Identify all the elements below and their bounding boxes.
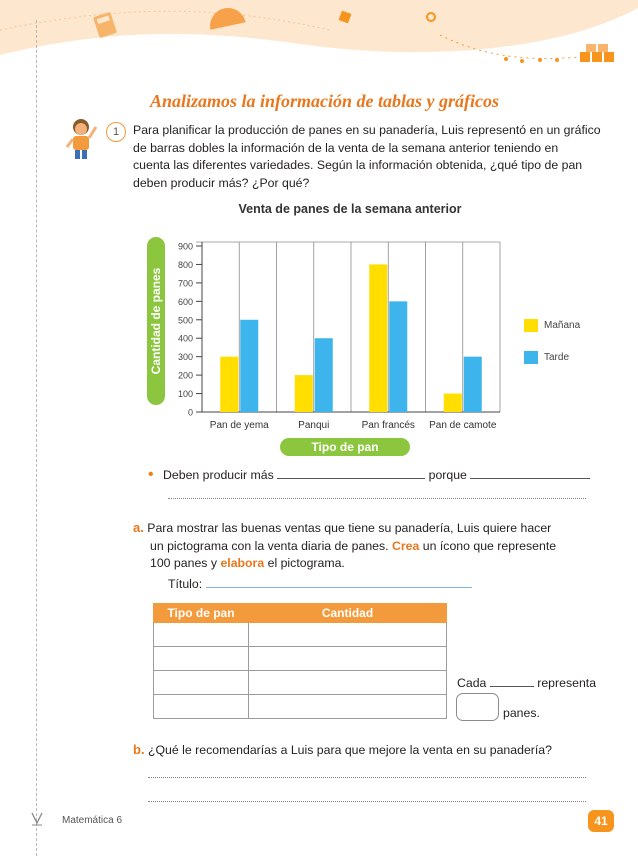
question-text [133, 122, 603, 192]
bar-manana [444, 394, 462, 412]
boy-illustration [64, 117, 98, 161]
table-cell[interactable] [249, 695, 447, 719]
answer-line-1 [148, 466, 590, 485]
part-b-question: ¿Qué le recomendarías a Luis para que mejore la venta en su panadería? [147, 743, 552, 757]
question-number: 1 [106, 122, 126, 142]
panes-label: panes. [503, 706, 540, 720]
part-a-line3-pre: 100 panes y [150, 556, 218, 570]
part-a-line3-bold: elabora [220, 556, 265, 570]
part-a-line2-bold: Crea [392, 538, 420, 553]
y-tick-label: 300 [177, 352, 193, 363]
bar-manana [220, 357, 238, 412]
footer-book-title: Matemática 6 [62, 815, 123, 826]
y-tick-label: 200 [177, 370, 193, 381]
y-tick-label: 700 [177, 278, 193, 289]
bar-tarde [240, 320, 258, 412]
table-cell[interactable] [154, 647, 249, 671]
bullet-icon: • [148, 466, 154, 483]
x-axis-label: Tipo de pan [280, 438, 410, 456]
title-field [168, 576, 472, 594]
y-tick-label: 600 [177, 296, 193, 307]
y-tick-label: 0 [187, 407, 193, 418]
table-row [154, 647, 447, 671]
bar-manana [295, 375, 313, 412]
bar-tarde [464, 357, 482, 412]
table-cell[interactable] [249, 647, 447, 671]
cada-line [457, 675, 596, 693]
icon-box[interactable] [456, 693, 499, 721]
legend-swatch-manana [524, 319, 538, 332]
page-title: Analizamos la información de tablas y gráficos [150, 91, 500, 111]
table-row [154, 623, 447, 647]
legend-swatch-tarde [524, 351, 538, 364]
table-cell[interactable] [154, 695, 249, 719]
table-row [154, 671, 447, 695]
y-tick-label: 400 [177, 333, 193, 344]
question-line: cuenta las diferentes variedades. Según la información obtenida, ¿qué tipo de pan [133, 158, 583, 172]
bar-tarde [389, 301, 407, 412]
cada-post: representa [537, 676, 597, 690]
margin-line [36, 20, 37, 856]
title-blank[interactable] [206, 587, 472, 588]
pictogram-table [153, 603, 447, 719]
legend-label-manana: Mañana [544, 320, 581, 331]
table-cell[interactable] [154, 623, 249, 647]
table-cell[interactable] [154, 671, 249, 695]
title-label: Título: [168, 577, 203, 591]
header-decoration [0, 0, 638, 80]
legend-label-tarde: Tarde [544, 352, 570, 363]
question-line: de barras dobles la información de la venta de la semana anterior teniendo en [133, 140, 559, 155]
page-number: 41 [588, 810, 614, 832]
x-tick-label: Pan de camote [429, 420, 497, 431]
bar-tarde [315, 338, 333, 412]
table-header-tipo: Tipo de pan [154, 604, 249, 623]
answer-text-2: porque [428, 468, 467, 482]
answer-blank-1[interactable] [277, 478, 425, 479]
part-a-line3-rest: el pictograma. [267, 556, 345, 570]
cada-blank[interactable] [490, 686, 534, 687]
part-a-text [133, 519, 593, 573]
part-a-line2-rest: un ícono que represente [422, 538, 557, 553]
x-tick-label: Pan de yema [209, 420, 269, 431]
y-tick-label: 100 [177, 389, 193, 400]
y-tick-label: 900 [177, 241, 193, 252]
y-tick-label: 500 [177, 315, 193, 326]
part-a-line1: Para mostrar las buenas ventas que tiene su panadería, Luis quiere hacer [147, 521, 552, 535]
bar-manana [369, 264, 387, 412]
answer-writing-line[interactable] [168, 498, 586, 499]
y-tick-label: 800 [177, 259, 193, 270]
y-axis-label: Cantidad de panes [149, 267, 163, 375]
table-cell[interactable] [249, 623, 447, 647]
x-tick-label: Panqui [298, 420, 330, 431]
chart-title: Venta de panes de la semana anterior [238, 202, 462, 216]
blocks-icon [580, 44, 614, 62]
question-line: Para planificar la producción de panes en su panadería, Luis representó en un gráfico [133, 123, 601, 137]
answer-blank-2[interactable] [470, 478, 590, 479]
answer-text-1: Deben producir más [163, 468, 274, 482]
part-a-letter: a. [133, 520, 144, 535]
bar-chart [160, 228, 510, 438]
x-tick-label: Pan francés [361, 420, 415, 431]
part-b-text [133, 741, 552, 760]
part-b-letter: b. [133, 742, 145, 757]
cada-pre: Cada [457, 676, 487, 690]
table-header-cantidad: Cantidad [249, 604, 447, 623]
answer-writing-line[interactable] [148, 777, 586, 778]
part-a-line2: un pictograma con la venta diaria de panes. [150, 538, 389, 553]
table-row [154, 695, 447, 719]
table-cell[interactable] [249, 671, 447, 695]
question-line: deben producir más? ¿Por qué? [133, 175, 310, 190]
answer-writing-line[interactable] [148, 801, 586, 802]
footer-mark-icon [30, 811, 44, 827]
